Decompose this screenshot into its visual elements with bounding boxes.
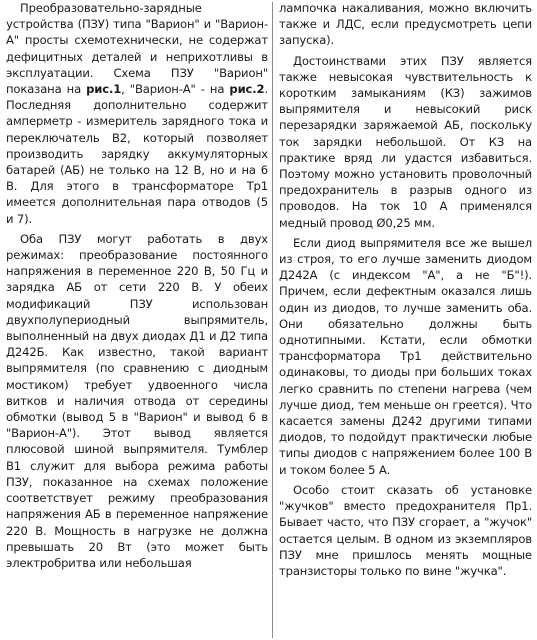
figure-reference-1: рис.1 xyxy=(86,82,122,97)
column-divider xyxy=(272,2,273,638)
paragraph-continuation: лампочка накаливания, можно включить также и ЛДС, если предусмотреть цепи запуска). xyxy=(279,1,532,48)
left-column xyxy=(6,0,268,640)
paragraph-advantages: Достоинствами этих ПЗУ является также невысокая чувствительность к коротким замыканиям (КЗ) зажимов выпрямителя и невысокий риск перезарядки заряжаемой АБ, поскольку ток зарядки небольшой. От КЗ на практике вряд ли удастся избавиться. Поэтому можно установить проволочный предохранитель в разрыв одного из проводов. На ток 10 А применялся медный провод Ø0,25 мм. xyxy=(279,53,532,230)
paragraph-diode-replacement: Если диод выпрямителя все же вышел из строя, то его лучше заменить диодом Д242А (с индексом "А", а не "Б"!). Причем, если дефектным оказался лишь один из диодов, то лучше заменить оба. Они обязательно должны быть однотипными. Кстати, если обмотки трансформатора Тр1 действительно одинаковы, то диоды при больших токах легко сравнить по степени нагрева (чем лучше диод, тем меньше он греется). Что касается замены Д242 другими типами диодов, то подойдут практически любые типы диодов с напряжением более 100 В и током более 5 А. xyxy=(279,235,532,477)
paragraph-text: , "Варион-А" - на xyxy=(121,82,230,97)
paragraph-fuse-bugs: Особо стоит сказать об установке "жучков" вместо предохранителя Пр1. Бывает часто, что ПЗУ сгорает, а "жучок" остается целым. В одном из экземпляров ПЗУ мне пришлось менять мощные транзисторы только по вине "жучка". xyxy=(279,482,532,578)
paragraph-devices-intro xyxy=(6,0,268,227)
figure-reference-2: рис.2 xyxy=(229,82,265,97)
right-column xyxy=(279,0,532,640)
paragraph-operating-modes: Оба ПЗУ могут работать в двух режимах: преобразование постоянного напряжения в переменное 220 В, 50 Гц и зарядка АБ от сети 220 В. У обеих модификаций ПЗУ использован двухполупериодный выпрямитель, выполненный на двух диодах Д1 и Д2 типа Д242Б. Как известно, такой вариант выпрямителя (по сравнению с диодным мостиком) требует удвоенного числа витков и наличия отвода от середины обмотки (вывод 5 в "Варион" и вывод 6 в "Варион-А"). Этот вывод является плюсовой шиной выпрямителя. Тумблер В1 служит для выбора режима работы ПЗУ, показанное на схемах положение соответствует режиму преобразования напряжения АБ в переменное напряжение 220 В. Мощность в нагрузке не должна превышать 20 Вт (это может быть электробритва или небольшая xyxy=(6,231,268,570)
paragraph-text: . Последняя дополнительно содержит амперметр - измеритель зарядного тока и переключатель В2, который позволяет производить зарядку аккумуляторных батарей (АБ) не только на 12 В, но и на 6 В. Для этого в трансформаторе Тр1 имеется дополнительная пара отводов (5 и 7). xyxy=(6,82,268,226)
paragraph-text: Преобразовательно-зарядные устройства (ПЗУ) типа "Варион" и "Варион-А" просты схемотехнически, не содержат дефицитных деталей и неприхотливы в эксплуатации. Схема ПЗУ "Варион" показана на xyxy=(6,1,268,97)
